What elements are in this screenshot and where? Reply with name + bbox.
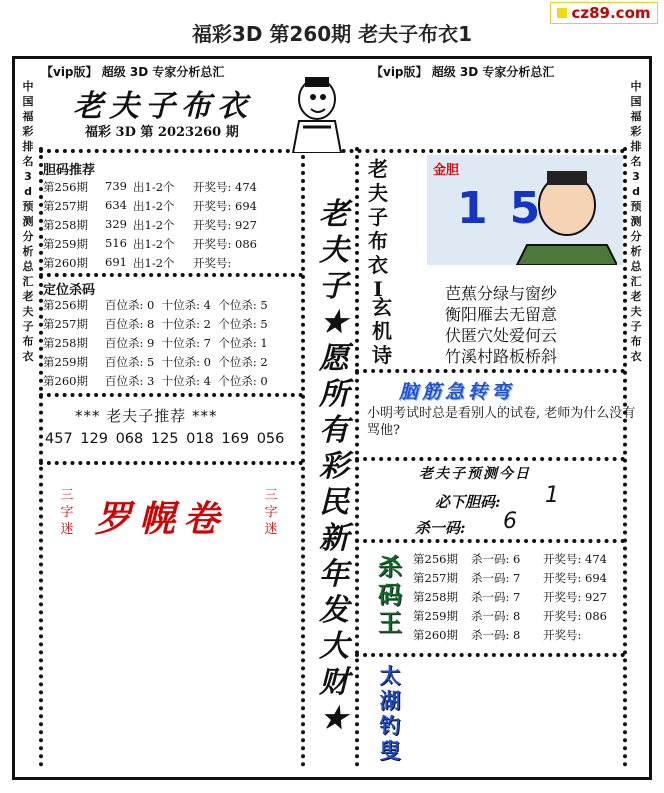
dan-row-number: 739 bbox=[105, 179, 127, 193]
kill-row-draw: 开奖号: 694 bbox=[543, 571, 607, 585]
dan-row-draw: 开奖号: 086 bbox=[193, 237, 257, 251]
dan-row-draw: 开奖号: 474 bbox=[193, 180, 257, 194]
poem-lines bbox=[445, 283, 557, 367]
dan-row-issue: 第260期 bbox=[43, 256, 88, 270]
vertical-title bbox=[365, 157, 391, 301]
vertical-char: 迷 bbox=[60, 522, 74, 537]
vertical-char: 衣 bbox=[368, 253, 388, 277]
vertical-char: 国 bbox=[22, 95, 34, 108]
kill-row-issue: 第257期 bbox=[413, 571, 458, 585]
illus-label: 金胆 bbox=[433, 163, 460, 178]
vertical-char: 太 bbox=[379, 663, 401, 688]
vertical-char: 财 bbox=[319, 665, 349, 700]
divider-riddle bbox=[355, 457, 625, 461]
vertical-char: 名 bbox=[630, 155, 642, 168]
vertical-char: 夫 bbox=[368, 181, 388, 205]
kill-row-draw: 开奖号: bbox=[543, 628, 586, 642]
vertical-char: 迷 bbox=[264, 522, 278, 537]
vertical-char: 年 bbox=[319, 557, 349, 592]
pos-row-issue: 第260期 bbox=[43, 374, 88, 388]
dan-row-issue: 第256期 bbox=[43, 180, 88, 194]
divider-center-left bbox=[301, 147, 305, 767]
vertical-char: ★ bbox=[320, 701, 348, 736]
vertical-char: I bbox=[373, 277, 383, 301]
vertical-char: 所 bbox=[319, 377, 349, 412]
vertical-char: 三 bbox=[60, 488, 74, 503]
vertical-char: 叟 bbox=[379, 738, 401, 763]
pos-row-text: 百位杀: 9 十位杀: 7 个位杀: 1 bbox=[105, 336, 268, 350]
divider-poem bbox=[355, 369, 625, 373]
vertical-char: 字 bbox=[60, 505, 74, 520]
vertical-char: 湖 bbox=[379, 688, 401, 713]
dan-row-number: 516 bbox=[105, 236, 127, 250]
vertical-char: 子 bbox=[319, 269, 349, 304]
vertical-char: d bbox=[632, 185, 640, 198]
lottery-sheet bbox=[12, 56, 652, 780]
kill-one-label: 杀一码: bbox=[415, 519, 466, 537]
vertical-char: 发 bbox=[319, 593, 349, 628]
must-dan-value: 1 bbox=[545, 483, 559, 508]
recommend-numbers: 457 129 068 125 018 169 056 bbox=[45, 431, 285, 447]
vertical-char: 衣 bbox=[22, 350, 34, 363]
vertical-char: 总 bbox=[630, 260, 642, 273]
kill-row-issue: 第258期 bbox=[413, 590, 458, 604]
vertical-char: 王 bbox=[378, 608, 402, 637]
vertical-char: 中 bbox=[22, 80, 34, 93]
brand-title: 老夫子布衣 bbox=[73, 89, 253, 124]
vertical-char: 诗 bbox=[372, 343, 392, 367]
vertical-char: 排 bbox=[22, 140, 34, 153]
vertical-char: 3 bbox=[24, 170, 32, 183]
kill-row-text: 杀一码: 7 bbox=[471, 590, 521, 604]
vertical-char: 愿 bbox=[319, 341, 349, 376]
illus-numbers: 15 bbox=[457, 183, 563, 234]
vertical-char: ★ bbox=[320, 305, 348, 340]
dan-row-note: 出1-2个 bbox=[133, 256, 175, 270]
divider-dan bbox=[39, 273, 303, 277]
kill-row-issue: 第260期 bbox=[413, 628, 458, 642]
recommend-title: *** 老夫子推荐 *** bbox=[75, 407, 218, 425]
header-left: 【vip版】 超级 3D 专家分析总汇 bbox=[41, 65, 225, 79]
vertical-char: 三 bbox=[264, 488, 278, 503]
kill-row-text: 杀一码: 7 bbox=[471, 571, 521, 585]
issue-line: 福彩 3D 第 2023260 期 bbox=[85, 125, 239, 140]
vertical-char: 夫 bbox=[630, 305, 642, 318]
dan-row-number: 691 bbox=[105, 255, 127, 269]
pos-row-issue: 第256期 bbox=[43, 298, 88, 312]
stamp-right bbox=[261, 487, 281, 538]
vertical-char: 有 bbox=[319, 413, 349, 448]
kill-one-value: 6 bbox=[503, 509, 517, 534]
vertical-char: 排 bbox=[630, 140, 642, 153]
must-dan-label: 必下胆码: bbox=[435, 493, 501, 511]
golden-dan-illustration bbox=[427, 155, 623, 265]
vertical-char: 总 bbox=[22, 260, 34, 273]
vertical-char: 名 bbox=[22, 155, 34, 168]
dan-row-note: 出1-2个 bbox=[133, 237, 175, 251]
dan-row-number: 634 bbox=[105, 198, 127, 212]
kill-row-draw: 开奖号: 927 bbox=[543, 590, 607, 604]
kill-row-issue: 第259期 bbox=[413, 609, 458, 623]
kill-row-draw: 开奖号: 086 bbox=[543, 609, 607, 623]
vertical-char: 老 bbox=[368, 157, 388, 181]
dan-row-note: 出1-2个 bbox=[133, 218, 175, 232]
vertical-char: 老 bbox=[630, 290, 642, 303]
vertical-char: d bbox=[24, 185, 32, 198]
kill-row-text: 杀一码: 8 bbox=[471, 609, 521, 623]
pos-row-text: 百位杀: 0 十位杀: 4 个位杀: 5 bbox=[105, 298, 268, 312]
vertical-char: 彩 bbox=[630, 125, 642, 138]
vertical-char: 机 bbox=[372, 319, 392, 343]
vertical-char: 福 bbox=[22, 110, 34, 123]
vertical-char: 子 bbox=[630, 320, 642, 333]
header-right: 【vip版】 超级 3D 专家分析总汇 bbox=[371, 65, 555, 79]
pos-row-text: 百位杀: 3 十位杀: 4 个位杀: 0 bbox=[105, 374, 268, 388]
divider-kill bbox=[355, 653, 625, 657]
dan-row-draw: 开奖号: bbox=[193, 256, 236, 270]
site-logo[interactable] bbox=[550, 2, 658, 24]
dan-row-issue: 第258期 bbox=[43, 218, 88, 232]
vertical-char: 字 bbox=[264, 505, 278, 520]
vertical-char: 汇 bbox=[22, 275, 34, 288]
vertical-char: 中 bbox=[630, 80, 642, 93]
vertical-char: 大 bbox=[319, 629, 349, 664]
dan-row-number: 329 bbox=[105, 217, 127, 231]
logo-square-icon bbox=[557, 8, 567, 18]
dan-row-note: 出1-2个 bbox=[133, 180, 175, 194]
vertical-char: 预 bbox=[22, 200, 34, 213]
vertical-char: 析 bbox=[630, 245, 642, 258]
stamp-left bbox=[57, 487, 77, 538]
vertical-char: 民 bbox=[319, 485, 349, 520]
page-title: 福彩3D 第260期 老夫子布衣1 bbox=[191, 22, 473, 46]
dan-row-draw: 开奖号: 927 bbox=[193, 218, 257, 232]
pos-section-title: 定位杀码 bbox=[43, 283, 96, 298]
vertical-char: 分 bbox=[630, 230, 642, 243]
poem-line: 衡阳雁去无留意 bbox=[445, 305, 558, 324]
vertical-char: 夫 bbox=[319, 233, 349, 268]
vertical-char: 国 bbox=[630, 95, 642, 108]
predict-title: 老夫子预测今日 bbox=[419, 466, 531, 482]
kill-row-draw: 开奖号: 474 bbox=[543, 552, 607, 566]
vertical-char: 老 bbox=[22, 290, 34, 303]
poem-line: 竹溪村路板桥斜 bbox=[445, 347, 558, 366]
vertical-char: 新 bbox=[319, 521, 349, 556]
poem-line: 芭蕉分绿与窗纱 bbox=[445, 284, 558, 303]
vertical-char: 测 bbox=[22, 215, 34, 228]
vertical-char: 玄 bbox=[372, 295, 392, 319]
dan-row-issue: 第257期 bbox=[43, 199, 88, 213]
old-master-cartoon-icon bbox=[283, 73, 345, 153]
vertical-char: 衣 bbox=[630, 350, 642, 363]
vertical-char: 夫 bbox=[22, 305, 34, 318]
divider-predict bbox=[355, 539, 625, 543]
vertical-char: 3 bbox=[632, 170, 640, 183]
pos-row-text: 百位杀: 5 十位杀: 0 个位杀: 2 bbox=[105, 355, 268, 369]
brain-teaser-title: 脑筋急转弯 bbox=[399, 381, 515, 403]
roll-title: 罗幌卷 bbox=[95, 498, 228, 540]
divider-pos bbox=[39, 393, 303, 397]
vertical-char: 福 bbox=[630, 110, 642, 123]
vertical-char: 分 bbox=[22, 230, 34, 243]
center-slogan bbox=[313, 197, 355, 737]
vertical-char: 码 bbox=[378, 580, 402, 609]
vertical-char: 预 bbox=[630, 200, 642, 213]
kill-row-issue: 第256期 bbox=[413, 552, 458, 566]
vertical-char: 彩 bbox=[319, 449, 349, 484]
riddle-text: 小明考试时总是看别人的试卷, 老师为什么没有骂他? bbox=[367, 406, 636, 438]
pos-row-issue: 第258期 bbox=[43, 336, 88, 350]
divider-recommend bbox=[39, 461, 303, 465]
pos-row-issue: 第259期 bbox=[43, 355, 88, 369]
dan-row-issue: 第259期 bbox=[43, 237, 88, 251]
vertical-char: 杀 bbox=[378, 552, 402, 581]
vertical-char: 老 bbox=[319, 197, 349, 232]
pos-row-text: 百位杀: 8 十位杀: 2 个位杀: 5 bbox=[105, 317, 268, 331]
dan-section-title: 胆码推荐 bbox=[43, 163, 96, 178]
kill-code-label bbox=[375, 553, 405, 637]
dan-row-note: 出1-2个 bbox=[133, 199, 175, 213]
side-text-left bbox=[17, 79, 39, 364]
vertical-char: 汇 bbox=[630, 275, 642, 288]
vertical-char: 子 bbox=[22, 320, 34, 333]
kill-row-text: 杀一码: 6 bbox=[471, 552, 521, 566]
vertical-char: 布 bbox=[630, 335, 642, 348]
side-text-right bbox=[625, 79, 647, 364]
kill-row-text: 杀一码: 8 bbox=[471, 628, 521, 642]
vertical-char: 析 bbox=[22, 245, 34, 258]
poem-label bbox=[369, 295, 395, 367]
taihu-label bbox=[375, 663, 405, 763]
vertical-char: 子 bbox=[368, 205, 388, 229]
logo-text: cz89.com bbox=[571, 4, 651, 22]
vertical-char: 布 bbox=[368, 229, 388, 253]
vertical-char: 布 bbox=[22, 335, 34, 348]
poem-line: 伏匿穴处爱何云 bbox=[445, 326, 558, 345]
vertical-char: 测 bbox=[630, 215, 642, 228]
pos-row-issue: 第257期 bbox=[43, 317, 88, 331]
dan-row-draw: 开奖号: 694 bbox=[193, 199, 257, 213]
vertical-char: 彩 bbox=[22, 125, 34, 138]
vertical-char: 钓 bbox=[379, 713, 401, 738]
